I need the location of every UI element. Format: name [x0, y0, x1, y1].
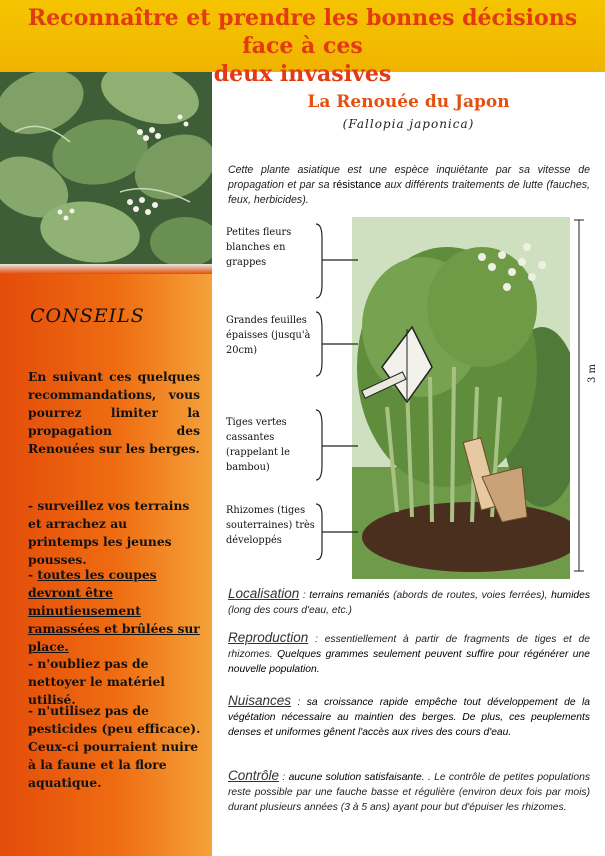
- plant-name: La Renouée du Japon: [307, 92, 510, 112]
- page-title: Reconnaître et prendre les bonnes décisions face à ces deux invasives: [27, 5, 578, 87]
- knotweed-leaves-photo: [0, 72, 212, 264]
- tip-coupes: - toutes les coupes devront être minutieusement ramassées et brûlées sur place.: [28, 567, 200, 654]
- label-leaves: Grandes feuilles épaisses (jusqu'à 20cm): [226, 315, 311, 356]
- scientific-name: (Fallopia japonica): [342, 117, 475, 131]
- conseils-intro: En suivant ces quelques recommandations, vous pourrez limiter la propagation des Renouées sur les berges.: [28, 369, 200, 456]
- plant-illustration: [352, 217, 570, 579]
- label-rhizomes: Rhizomes (tiges souterraines) très développés: [226, 505, 315, 546]
- title-banner: [0, 0, 605, 87]
- label-flowers: Petites fleurs blanches en grappes: [226, 227, 292, 268]
- conseils-title: CONSEILS: [30, 305, 145, 327]
- tip-pesticides: - n'utilisez pas de pesticides (peu efficace). Ceux-ci pourraient nuire à la faune et la flore aquatique.: [28, 703, 201, 790]
- plant-description: Cette plante asiatique est une espèce inquiétante par sa vitesse de propagation et par sa résistance aux différents traitements de lutte (fauches, feux, herbicides).: [228, 164, 590, 206]
- label-stems: Tiges vertes cassantes (rappelant le bambou): [226, 417, 290, 473]
- height-label: 3 m: [587, 363, 599, 384]
- section-reproduction: Reproduction : essentiellement à partir de fragments de tiges et de rhizomes. Quelques grammes seulement peuvent suffire pour régénérer une nouvelle population.: [228, 630, 590, 675]
- height-scale: [572, 218, 586, 573]
- photo-fade: [0, 264, 212, 274]
- section-localisation: Localisation : terrains remaniés (abords de routes, voies ferrées), humides (long des cours d'eau, etc.): [228, 586, 591, 616]
- section-nuisances: Nuisances : sa croissance rapide empêche tout développement de la végétation nécessaire au maintien des berges. De plus, ces peuplements denses et uniformes gênent l'accès aux rives des cours d'eau.: [228, 693, 590, 738]
- tip-surveillez: - surveillez vos terrains et arrachez au printemps les jeunes pousses.: [28, 498, 190, 567]
- section-controle: Contrôle : aucune solution satisfaisante. . Le contrôle de petites populations reste possible par une fauche basse et régulière (environ deux fois par mois) durant plusieurs années (3 à 5 ans) ayant pour but d'épuiser les rhizomes.: [228, 768, 590, 813]
- tip-nettoyer: - n'oubliez pas de nettoyer le matériel utilisé.: [28, 656, 165, 707]
